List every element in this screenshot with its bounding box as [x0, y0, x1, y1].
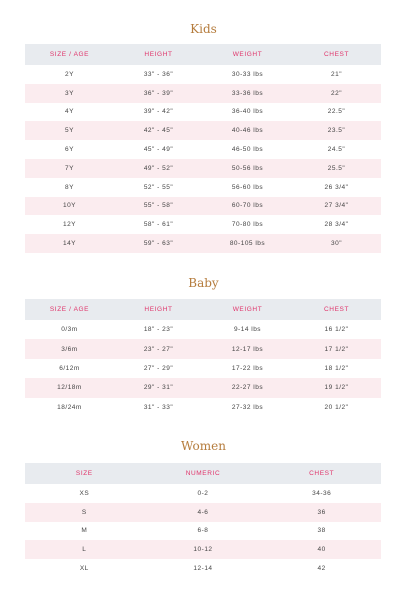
weight-cell: 56-60 lbs [231, 183, 264, 191]
table-row [25, 559, 381, 578]
table-row [25, 339, 381, 358]
chest-cell: 34-36 [312, 489, 332, 497]
weight-cell: 27-32 lbs [231, 403, 264, 411]
table-row [25, 121, 381, 140]
numeric-cell: 0-2 [197, 489, 209, 497]
chest-cell: 17 1/2" [292, 339, 381, 358]
chest-cell: 18 1/2" [324, 364, 349, 372]
size-cell: 3Y [25, 84, 114, 103]
header-weight: WEIGHT [203, 44, 292, 65]
size-cell: 3/6m [25, 339, 114, 358]
chest-cell: 19 1/2" [292, 378, 381, 397]
table-row [25, 320, 381, 339]
size-cell: S [25, 503, 144, 522]
table-row [25, 84, 381, 103]
women-size-table [25, 463, 381, 578]
numeric-cell: 6-8 [197, 527, 209, 535]
weight-cell: 40-46 lbs [203, 121, 292, 140]
weight-cell: 50-56 lbs [203, 159, 292, 178]
baby-section-title: Baby [188, 276, 219, 290]
height-cell: 36" - 39" [114, 84, 203, 103]
size-cell: 8Y [65, 183, 74, 191]
chest-cell: 30" [292, 234, 381, 253]
header-weight: WEIGHT [203, 299, 292, 320]
table-row [25, 159, 381, 178]
size-cell: M [81, 527, 88, 535]
table-header-row [25, 299, 381, 320]
table-row [25, 140, 381, 159]
table-row [25, 197, 381, 216]
height-cell: 45" - 49" [143, 146, 174, 154]
chest-cell: 22.5" [327, 108, 346, 116]
height-cell: 39" - 42" [143, 108, 174, 116]
table-row [25, 359, 381, 378]
table-row [25, 215, 381, 234]
size-cell: 2Y [65, 70, 74, 78]
chest-cell: 26 3/4" [324, 183, 349, 191]
size-cell: 6/12m [59, 364, 80, 372]
size-cell: 12Y [62, 221, 77, 229]
height-cell: 18" - 23" [143, 326, 174, 334]
kids-size-table [25, 44, 381, 253]
header-height: HEIGHT [114, 299, 203, 320]
height-cell: 55" - 58" [114, 197, 203, 216]
table-row [25, 378, 381, 397]
table-row [25, 484, 381, 503]
chest-cell: 40 [262, 540, 381, 559]
kids-section-title: Kids [190, 22, 217, 36]
table-row [25, 65, 381, 84]
weight-cell: 60-70 lbs [203, 197, 292, 216]
weight-cell: 70-80 lbs [231, 221, 264, 229]
chest-cell: 38 [317, 527, 326, 535]
size-cell: XL [79, 565, 89, 573]
table-header-row [25, 463, 381, 484]
chest-cell: 25.5" [292, 159, 381, 178]
size-cell: 0/3m [61, 326, 78, 334]
size-cell: 7Y [25, 159, 114, 178]
size-cell: 12/18m [25, 378, 114, 397]
header-chest: CHEST [262, 463, 381, 484]
header-size-age: SIZE / AGE [25, 299, 114, 320]
weight-cell: 22-27 lbs [203, 378, 292, 397]
header-numeric: NUMERIC [144, 463, 263, 484]
numeric-cell: 12-14 [193, 565, 213, 573]
height-cell: 33" - 36" [143, 70, 174, 78]
size-cell: 5Y [25, 121, 114, 140]
table-row [25, 103, 381, 122]
header-size: SIZE [25, 463, 144, 484]
chest-cell: 36 [262, 503, 381, 522]
table-row [25, 503, 381, 522]
weight-cell: 17-22 lbs [231, 364, 264, 372]
weight-cell: 36-40 lbs [231, 108, 264, 116]
size-cell: 18/24m [57, 403, 82, 411]
size-cell: 4Y [65, 108, 74, 116]
size-cell: 6Y [65, 146, 74, 154]
chest-cell: 27 3/4" [292, 197, 381, 216]
weight-cell: 9-14 lbs [233, 326, 262, 334]
numeric-cell: 10-12 [144, 540, 263, 559]
weight-cell: 46-50 lbs [231, 146, 264, 154]
chest-cell: 21" [330, 70, 343, 78]
height-cell: 58" - 61" [143, 221, 174, 229]
height-cell: 31" - 33" [143, 403, 174, 411]
height-cell: 59" - 63" [114, 234, 203, 253]
women-section-title: Women [181, 439, 226, 453]
numeric-cell: 4-6 [144, 503, 263, 522]
chest-cell: 23.5" [292, 121, 381, 140]
height-cell: 49" - 52" [114, 159, 203, 178]
weight-cell: 33-36 lbs [203, 84, 292, 103]
weight-cell: 30-33 lbs [231, 70, 264, 78]
chest-cell: 22" [292, 84, 381, 103]
height-cell: 29" - 31" [114, 378, 203, 397]
chest-cell: 24.5" [327, 146, 346, 154]
table-row [25, 178, 381, 197]
height-cell: 42" - 45" [114, 121, 203, 140]
weight-cell: 12-17 lbs [203, 339, 292, 358]
height-cell: 27" - 29" [143, 364, 174, 372]
chest-cell: 28 3/4" [324, 221, 349, 229]
chest-cell: 42 [317, 565, 326, 573]
table-row [25, 398, 381, 417]
height-cell: 52" - 55" [143, 183, 174, 191]
chest-cell: 20 1/2" [324, 403, 349, 411]
height-cell: 23" - 27" [114, 339, 203, 358]
size-cell: L [25, 540, 144, 559]
baby-size-table [25, 299, 381, 417]
table-row [25, 540, 381, 559]
size-cell: 14Y [25, 234, 114, 253]
header-chest: CHEST [292, 299, 381, 320]
header-chest: CHEST [292, 44, 381, 65]
table-row [25, 522, 381, 541]
size-cell: XS [79, 489, 90, 497]
chest-cell: 16 1/2" [324, 326, 349, 334]
size-cell: 10Y [25, 197, 114, 216]
weight-cell: 80-105 lbs [203, 234, 292, 253]
table-row [25, 234, 381, 253]
header-size-age: SIZE / AGE [25, 44, 114, 65]
header-height: HEIGHT [114, 44, 203, 65]
table-header-row [25, 44, 381, 65]
